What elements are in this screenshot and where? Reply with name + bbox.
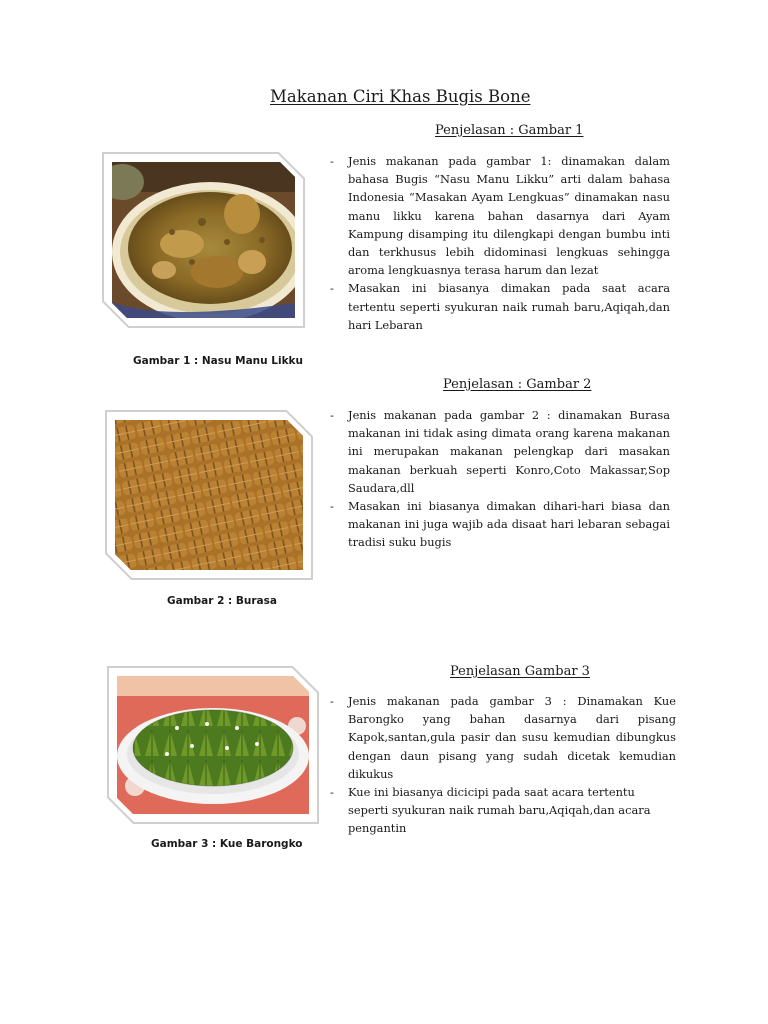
section-1-bullets: [330, 152, 670, 334]
list-item: - Jenis makanan pada gambar 1: dinamakan dalam bahasa Bugis “Nasu Manu Likku” arti dalam bahasa Indonesia “Masakan Ayam Lengkuas” dinamakan nasu manu likku karena bahan dasarnya dari Ayam Kampung disamping itu dilengkapi dengan bumbu inti dan terkhusus lebih didominasi lengkuas sehingga aroma lengkuasnya terasa harum dan lezat: [330, 154, 670, 278]
list-item: - Masakan ini biasanya dimakan dihari-hari biasa dan makanan ini juga wajib ada disaat hari lebaran sebagai tradisi suku bugis: [330, 499, 670, 550]
caption-gambar-2: Gambar 2 : Burasa: [167, 595, 277, 607]
list-item: - Kue ini biasanya dicicipi pada saat acara tertentu seperti syukuran naik rumah baru,Aqiqah,dan acara pengantin: [330, 785, 651, 836]
caption-gambar-3: Gambar 3 : Kue Barongko: [151, 838, 303, 850]
section-2-bullets: [330, 406, 670, 552]
page-title: Makanan Ciri Khas Bugis Bone: [270, 87, 531, 106]
section-3-heading: Penjelasan Gambar 3: [450, 664, 590, 679]
list-item: - Masakan ini biasanya dimakan pada saat acara tertentu seperti syukuran naik rumah baru,Aqiqah,dan hari Lebaran: [330, 281, 670, 332]
photo-nasu-manu-likku: [102, 152, 305, 328]
photo-burasa: [105, 410, 313, 580]
section-3-bullets: [330, 692, 676, 838]
section-2-heading: Penjelasan : Gambar 2: [443, 377, 592, 392]
photo-kue-barongko: [107, 666, 319, 824]
caption-gambar-1: Gambar 1 : Nasu Manu Likku: [133, 355, 304, 367]
list-item: - Jenis makanan pada gambar 2 : dinamakan Burasa makanan ini tidak asing dimata orang karena makanan ini merupakan makanan pelengkap dari masakan makanan berkuah seperti Konro,Coto Makassar,Sop Saudara,dll: [330, 408, 670, 495]
section-1-heading: Penjelasan : Gambar 1: [435, 123, 584, 138]
list-item: - Jenis makanan pada gambar 3 : Dinamakan Kue Barongko yang bahan dasarnya dari pisang Kapok,santan,gula pasir dan susu kemudian dibungkus dengan daun pisang yang sudah dicetak kemudian dikukus: [330, 694, 676, 781]
